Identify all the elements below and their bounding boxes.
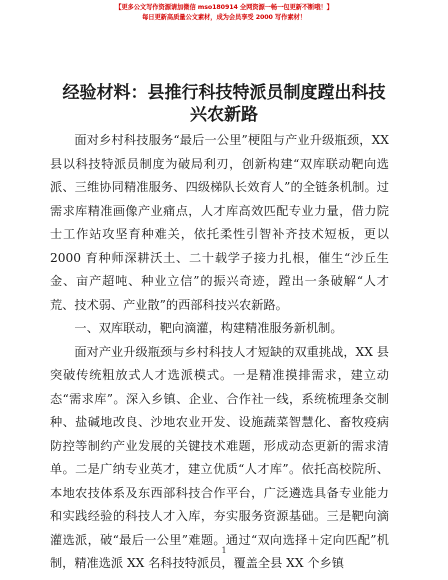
section-heading: 一、双库联动，靶向滴灌，构建精准服务新机制。 (74, 321, 343, 335)
banner-line-2: 每日更新高质量公文素材，成为会员享受 2000 写作素材！ (142, 14, 306, 21)
paragraph-intro: 面对乡村科技服务“最后一公里”梗阻与产业升级瓶颈，XX 县以科技特派员制度为破局利刃，创新构建“双库联动靶向选派、三维协同精准服务、四级梯队长效育人”的全链条机制。过需求库精准画像产业痛点，人才库高效匹配专业力量，借力院士工作站攻坚育种难关，依托柔性引智补齐技术短板，更以 2000 育种师深耕沃土、二十载学子接力扎根，催生“沙丘生金、亩产超吨、种业立信”的振兴奇迹，蹚出一条破解“人才荒、技术弱、产业散”的西部科技兴农新路。 (50, 133, 389, 312)
page-number: 1 (221, 546, 227, 555)
document-title: 经验材料：县推行科技特派员制度蹚出科技兴农新路 (62, 83, 386, 125)
header-banner (0, 3, 448, 23)
banner-line-1: 【更多公文写作资源请加微信 mso180914 全网资源一畅一包更新不断哦！】 (115, 4, 333, 11)
document-body (50, 129, 389, 576)
paragraph-section-1: 面对产业升级瓶颈与乡村科技人才短缺的双重挑战，XX 县突破传统粗放式人才选派模式。一是精准摸排需求，建立动态“需求库”。深入乡镇、企业、合作社一线，系统梳理条交制种、盐碱地改良、沙地农业开发、设施蔬菜智慧化、畜牧疫病防控等制约产业发展的关键技术难题，形成动态更新的需求清单。二是广纳专业英才，建立优质“人才库”。依托高校院所、本地农技体系及东西部科技合作平台，广泛遴选具备专业能力和实践经验的科技人才入库，夯实服务资源基础。三是靶向滴灌选派，破“最后一公里”难题。通过“双向选择＋定向匹配”机制，精准选派 XX 名科技特派员，覆盖全县 XX 个乡镇 (50, 344, 389, 570)
